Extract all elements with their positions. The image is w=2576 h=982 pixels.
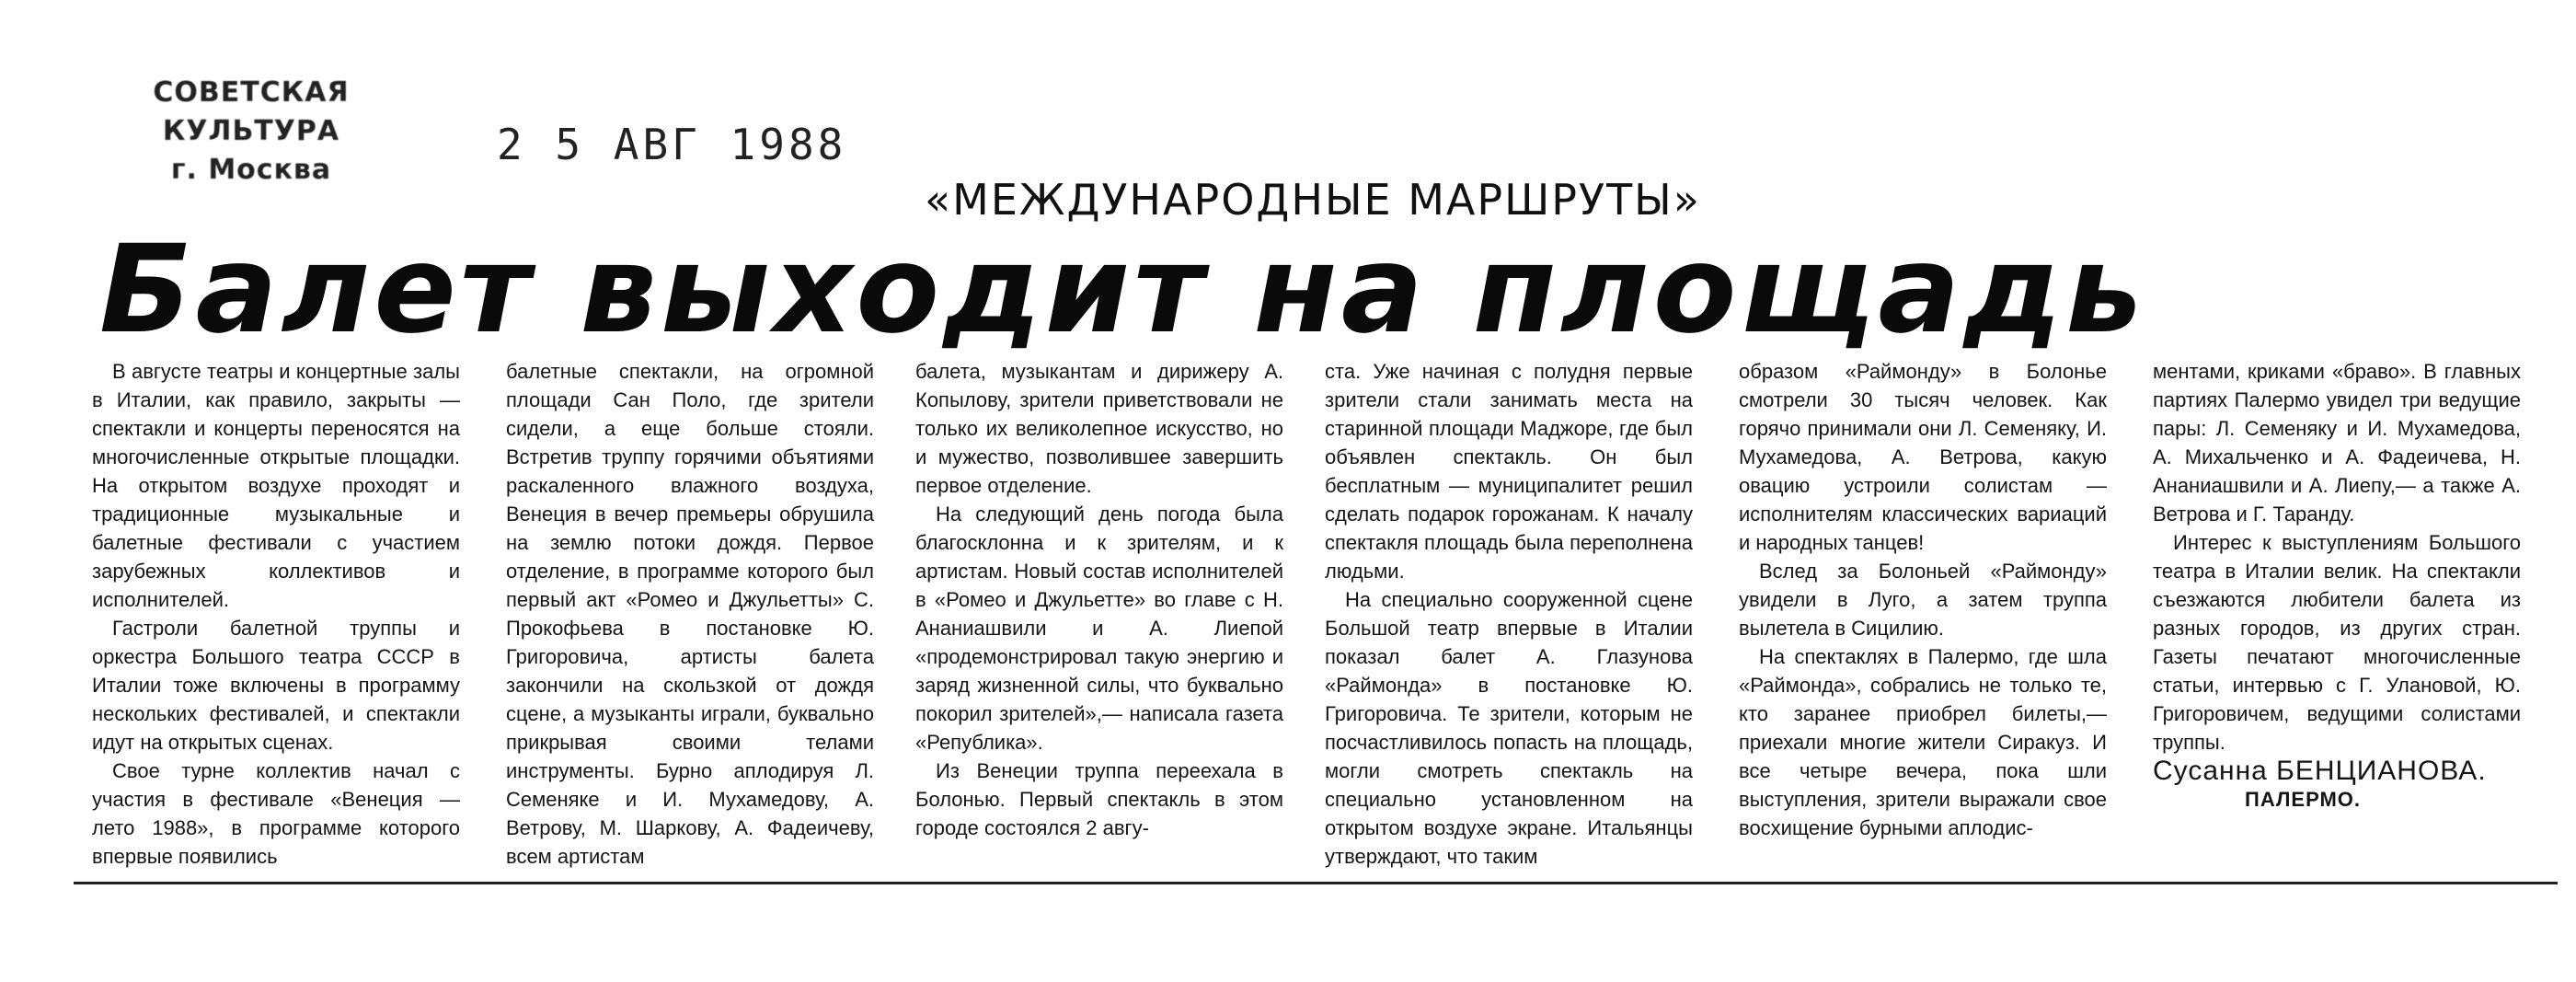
text-column-1 [92,357,460,872]
paragraph: Из Венеции труппа переехала в Болонью. Первый спектакль в этом городе состоялся 2 авгу- [915,759,1283,839]
paragraph: На специально сооруженной сцене Большой театр впервые в Италии показал балет А. Глазунова «Раймонда» в постановке Ю. Григоровича. Те зрители, которым не посчастливилось попасть на площадь, могли смотреть спектакль на специально установленном на открытом воздухе экране. Итальянцы утверждают, что таким [1325,588,1693,868]
paragraph: В августе театры и концертные залы в Италии, как правило, закрыты — спектакли и концерты переносятся на многочисленные открытые площадки. На открытом воздухе проходят и традиционные музыкальные и балетные фестивали с участием зарубежных коллективов и исполнителей. [92,360,460,611]
paragraph: Гастроли балетной труппы и оркестра Большого театра СССР в Италии тоже включены в программу нескольких фестивалей, и спектакли идут на открытых сценах. [92,617,460,754]
text-column-6 [2153,357,2521,872]
paragraph: На следующий день погода была благосклонна и к зрителям, и к артистам. Новый состав исполнителей в «Ромео и Джульетте» во главе с Н. Ананиашвили и А. Лиепой «продемонстрировал такую энергию и заряд жизненной силы, что буквально покорил зрителей»,— написала газета «Република». [915,503,1283,754]
paragraph: балета, музыкантам и дирижеру А. Копылову, зрители приветствовали не только их великолепное искусство, но и мужество, позволившее завершить первое отделение. [915,360,1283,497]
stamp-date: 2 5 АВГ 1988 [497,120,847,169]
paragraph: На спектаклях в Палермо, где шла «Раймонда», собрались не только те, кто заранее приобрел билеты,— приехали многие жители Сиракуз. И все четыре вечера, пока шли выступления, зрители выражали свое восхищение бурными аплодис- [1739,645,2107,839]
text-column-3 [915,357,1283,872]
paragraph: образом «Раймонду» в Болонье смотрели 30 тысяч человек. Как горячо принимали они Л. Семеняку, И. Мухамедова, А. Ветрова, какую овацию устроили солистам — исполнителям классических вариаций и народных танцев! [1739,360,2107,554]
article-body [92,357,2558,872]
rubric-title: «МЕЖДУНАРОДНЫЕ МАРШРУТЫ» [925,175,1701,225]
paragraph: ста. Уже начиная с полудня первые зрители стали занимать места на старинной площади Маджоре, где был объявлен спектакль. Он был бесплатным — муниципалитет решил сделать подарок горожанам. К началу спектакля площадь была переполнена людьми. [1325,360,1693,583]
stamp-paper-name: СОВЕТСКАЯ КУЛЬТУРА [153,76,350,147]
stamp-city: г. Москва [170,154,332,186]
article-headline: Балет выходит на площадь [99,219,2146,361]
paragraph: Вслед за Болоньей «Раймонду» увидели в Луго, а затем труппа вылетела в Сицилию. [1739,560,2107,640]
author-byline: Сусанна БЕНЦИАНОВА. [2153,756,2487,786]
text-column-5 [1739,357,2107,872]
text-column-4 [1325,357,1693,872]
byline-city: ПАЛЕРМО. [2245,788,2362,811]
paragraph: Свое турне коллектив начал с участия в фестивале «Венеция — лето 1988», в программе которого впервые появились [92,759,460,868]
bottom-rule [74,882,2558,884]
newspaper-stamp [99,74,403,190]
paragraph: Интерес к выступлениям Большого театра в Италии велик. На спектакли съезжаются любители балета из разных городов, из других стран. Газеты печатают многочисленные статьи, интервью с Г. Улановой, Ю. Григоровичем, ведущими солистами труппы. [2153,531,2521,754]
paragraph: балетные спектакли, на огромной площади Сан Поло, где зрители сидели, а еще больше стояли. Встретив труппу горячими объятиями раскаленного влажного воздуха, Венеция в вечер премьеры обрушила на землю потоки дождя. Первое отделение, в программе которого был первый акт «Ромео и Джульетты» С. Прокофьева в постановке Ю. Григоровича, артисты балета закончили на скользкой от дождя сцене, а музыканты играли, буквально прикрывая своими телами инструменты. Бурно аплодируя Л. Семеняке и И. Мухамедову, А. Ветрову, М. Шаркову, А. Фадеичеву, всем артистам [506,360,874,868]
paragraph: ментами, криками «браво». В главных партиях Палермо увидел три ведущие пары: Л. Семеняку и И. Мухамедова, А. Михальченко и А. Фадеичева, Н. Ананиашвили и А. Лиепу,— а также А. Ветрова и Г. Таранду. [2153,360,2521,526]
text-column-2 [506,357,874,872]
